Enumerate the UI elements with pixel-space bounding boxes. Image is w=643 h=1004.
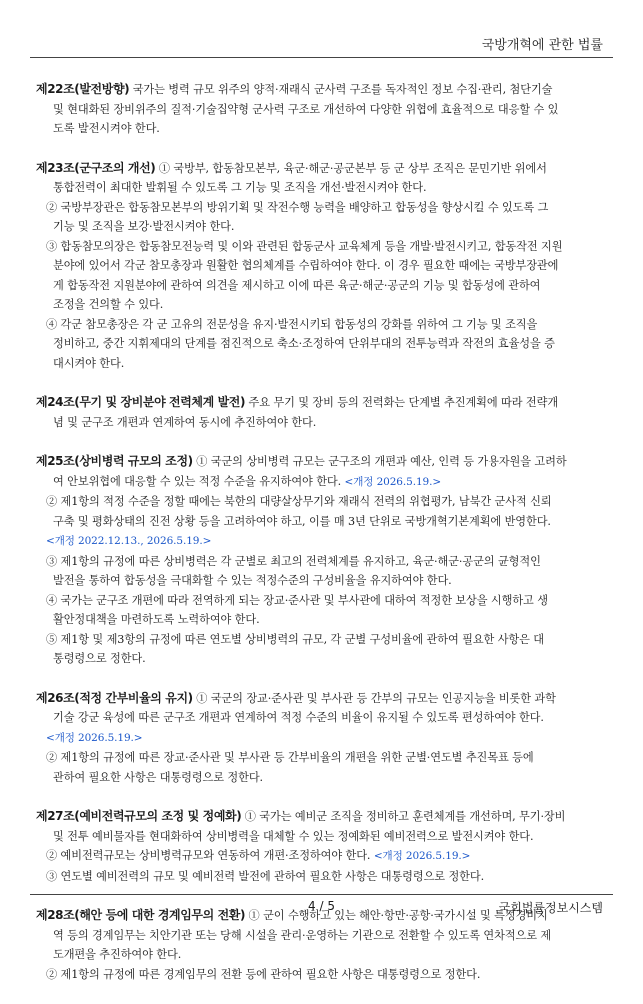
article-line — [36, 728, 609, 749]
source-system-name: 국회법률정보시스템 — [498, 901, 603, 915]
article-line — [36, 159, 609, 179]
article-line — [36, 472, 609, 493]
article-line — [36, 452, 609, 472]
article-line — [36, 748, 609, 768]
article-heading: 제23조(군구조의 개선) — [36, 160, 156, 175]
article-text: ④ 국가는 군구조 개편에 따라 전역하게 되는 장교·준사관 및 부사관에 대하여 적정한 보상을 시행하고 생 — [46, 593, 548, 607]
article-text: 활안정대책을 마련하도록 노력하여야 한다. — [53, 613, 260, 626]
article-text: ① 국군의 장교·준사관 및 부사관 등 간부의 규모는 인공지능을 비롯한 과학 — [196, 691, 556, 705]
article-line — [36, 591, 609, 611]
article-line — [36, 237, 609, 257]
article-line — [36, 119, 609, 139]
article-line — [36, 256, 609, 276]
article-heading: 제28조(해안 등에 대한 경계임무의 전환) — [36, 908, 246, 922]
document-title: 국방개혁에 관한 법률 — [481, 38, 603, 53]
article-line — [36, 965, 609, 985]
law-article — [36, 906, 609, 984]
article-text: 국가는 병력 규모 위주의 양적·재래식 군사력 구조를 독자적인 정보 수집·관리, 첨단기술 — [132, 83, 553, 96]
article-text: ② 제1항의 규정에 따른 장교·준사관 및 부사관 등 간부비율의 개편을 위한 군별·연도별 추진목표 등에 — [46, 751, 534, 764]
law-article — [36, 807, 609, 886]
article-text: 대시켜야 한다. — [53, 356, 125, 370]
article-line — [36, 945, 609, 965]
law-article — [36, 80, 609, 139]
article-line — [36, 630, 609, 650]
article-heading: 제27조(예비전력규모의 조정 및 정예화) — [36, 809, 242, 823]
article-text: 기능 및 조직을 보강·발전시켜야 한다. — [53, 220, 235, 233]
amendment-note: <개정 2022.12.13., 2026.5.19.> — [46, 535, 212, 547]
article-line — [36, 276, 609, 296]
amendment-note: <개정 2026.5.19.> — [373, 850, 471, 862]
article-line — [36, 512, 609, 532]
article-line — [36, 492, 609, 512]
article-line — [36, 198, 609, 218]
article-text: ② 예비전력규모는 상비병력규모와 연동하여 개편·조정하여야 한다. — [46, 849, 371, 862]
article-text: ② 국방부장관은 합동참모본부의 방위기획 및 작전수행 능력을 배양하고 합동성을 향상시킬 수 있도록 그 — [46, 200, 549, 214]
article-text: ③ 제1항의 규정에 따른 상비병력은 각 군별로 최고의 전력체계를 유지하고, 육군·해군·공군의 균형적인 — [46, 554, 541, 568]
article-line — [36, 610, 609, 630]
amendment-note: <개정 2026.5.19.> — [344, 475, 442, 488]
article-text: 분야에 있어서 각군 참모총장과 원활한 협의체계를 수립하여야 한다. 이 경우 필요한 때에는 국방부장관에 — [53, 259, 559, 272]
amendment-note: <개정 2026.5.19.> — [46, 731, 143, 744]
article-text: ④ 각군 참모총장은 각 군 고유의 전문성을 유지·발전시키되 합동성의 강화를 위하여 그 기능 및 조직을 — [46, 317, 538, 331]
article-text: 주요 무기 및 장비 등의 전력화는 단계별 추진계획에 따라 전략개 — [248, 396, 559, 409]
article-heading: 제26조(적정 간부비율의 유지) — [36, 690, 193, 705]
article-line — [36, 334, 609, 354]
law-article — [36, 452, 609, 669]
header-divider — [30, 57, 613, 58]
article-text: 및 전투 예비물자를 현대화하여 상비병력을 대체할 수 있는 정예화된 예비전력으로 발전시켜야 한다. — [53, 829, 534, 843]
article-line — [36, 649, 609, 669]
article-text: 기술 강군 육성에 따른 군구조 개편과 연계하여 적정 수준의 비율이 유지될 수 있도록 편성하여야 한다. — [53, 711, 544, 724]
article-text: ② 제1항의 적정 수준을 정할 때에는 북한의 대량살상무기와 재래식 전력의 위협평가, 남북간 군사적 신뢰 — [46, 495, 552, 508]
article-line — [36, 807, 609, 827]
article-text: 정비하고, 중간 지휘제대의 단계를 점진적으로 축소·조정하여 단위부대의 전투능력과 작전의 효율성을 증 — [53, 337, 555, 350]
article-text: 도록 발전시켜야 한다. — [53, 122, 160, 135]
article-text: 조정을 건의할 수 있다. — [53, 298, 164, 311]
article-line — [36, 552, 609, 572]
article-text: 발전을 통하여 합동성을 극대화할 수 있는 적정수준의 구성비율을 유지하여야 한다. — [53, 574, 452, 587]
article-line — [36, 413, 609, 433]
article-text: 념 및 군구조 개편과 연계하여 동시에 추진하여야 한다. — [53, 415, 317, 429]
article-text: 역 등의 경계임무는 치안기관 또는 당해 시설을 관리·운영하는 기관으로 전환할 수 있도록 연차적으로 제 — [53, 928, 552, 942]
article-line — [36, 80, 609, 100]
article-text: ③ 합동참모의장은 합동참모전능력 및 이와 관련된 합동군사 교육체계 등을 개발·발전시키고, 합동작전 지원 — [46, 239, 563, 253]
article-heading: 제22조(발전방향) — [36, 82, 130, 96]
article-text: ① 국방부, 합동참모본부, 육군·해군·공군본부 등 군 상부 조직은 문민기반 위에서 — [158, 161, 547, 175]
article-text: 통령령으로 정한다. — [53, 652, 146, 665]
article-line — [36, 217, 609, 237]
article-line — [36, 926, 609, 946]
article-line — [36, 708, 609, 728]
article-line — [36, 178, 609, 198]
article-line — [36, 846, 609, 867]
article-line — [36, 827, 609, 847]
article-text: ⑤ 제1항 및 제3항의 규정에 따른 연도별 상비병력의 규모, 각 군별 구성비율에 관하여 필요한 사항은 대 — [46, 632, 545, 646]
article-text: ③ 연도별 예비전력의 규모 및 예비전력 발전에 관하여 필요한 사항은 대통령령으로 정한다. — [46, 869, 485, 883]
article-line — [36, 393, 609, 413]
article-line — [36, 100, 609, 120]
article-heading: 제25조(상비병력 규모의 조정) — [36, 454, 193, 468]
article-text: 구축 및 평화상태의 진전 상황 등을 고려하여야 하고, 이를 매 3년 단위로 국방개혁기본계획에 반영한다. — [53, 514, 551, 528]
article-text: ① 국가는 예비군 조직을 정비하고 훈련체계를 개선하며, 무기·장비 — [244, 810, 566, 823]
article-text: 도개편을 추진하여야 한다. — [53, 948, 182, 961]
page-number: 4 / 5 — [308, 899, 335, 913]
article-line — [36, 531, 609, 552]
article-text: ① 국군의 상비병력 규모는 군구조의 개편과 예산, 인력 등 가용자원을 고려하 — [196, 455, 567, 468]
article-line — [36, 867, 609, 887]
article-text: ② 제1항의 규정에 따른 경계임무의 전환 등에 관하여 필요한 사항은 대통령령으로 정한다. — [46, 967, 481, 981]
article-text: 및 현대화된 장비위주의 질적·기술집약형 군사력 구조로 개선하여 다양한 위협에 효율적으로 대응할 수 있 — [53, 102, 559, 116]
footer-divider — [30, 894, 613, 895]
article-line — [36, 768, 609, 788]
article-text: ① 군이 수행하고 있는 해안·항만·공항·국가시설 및 특정경비지 — [248, 909, 548, 922]
article-line — [36, 571, 609, 591]
article-line — [36, 689, 609, 709]
article-text: 통합전력이 최대한 발휘될 수 있도록 그 기능 및 조직을 개선·발전시켜야 한다. — [53, 181, 427, 194]
article-text: 관하여 필요한 사항은 대통령령으로 정한다. — [53, 770, 264, 784]
article-heading: 제24조(무기 및 장비분야 전력체계 발전) — [36, 395, 246, 409]
law-article — [36, 689, 609, 788]
article-line — [36, 354, 609, 374]
article-line — [36, 295, 609, 315]
article-text: 게 합동작전 지원분야에 관하여 의견을 제시하고 이에 따른 육군·해군·공군의 기능 및 합동성에 관하여 — [53, 278, 541, 292]
law-article — [36, 159, 609, 374]
law-article — [36, 393, 609, 432]
article-text: 여 안보위협에 대응할 수 있는 적정 수준을 유지하여야 한다. — [53, 474, 342, 488]
law-text-body — [36, 80, 609, 1004]
article-line — [36, 315, 609, 335]
